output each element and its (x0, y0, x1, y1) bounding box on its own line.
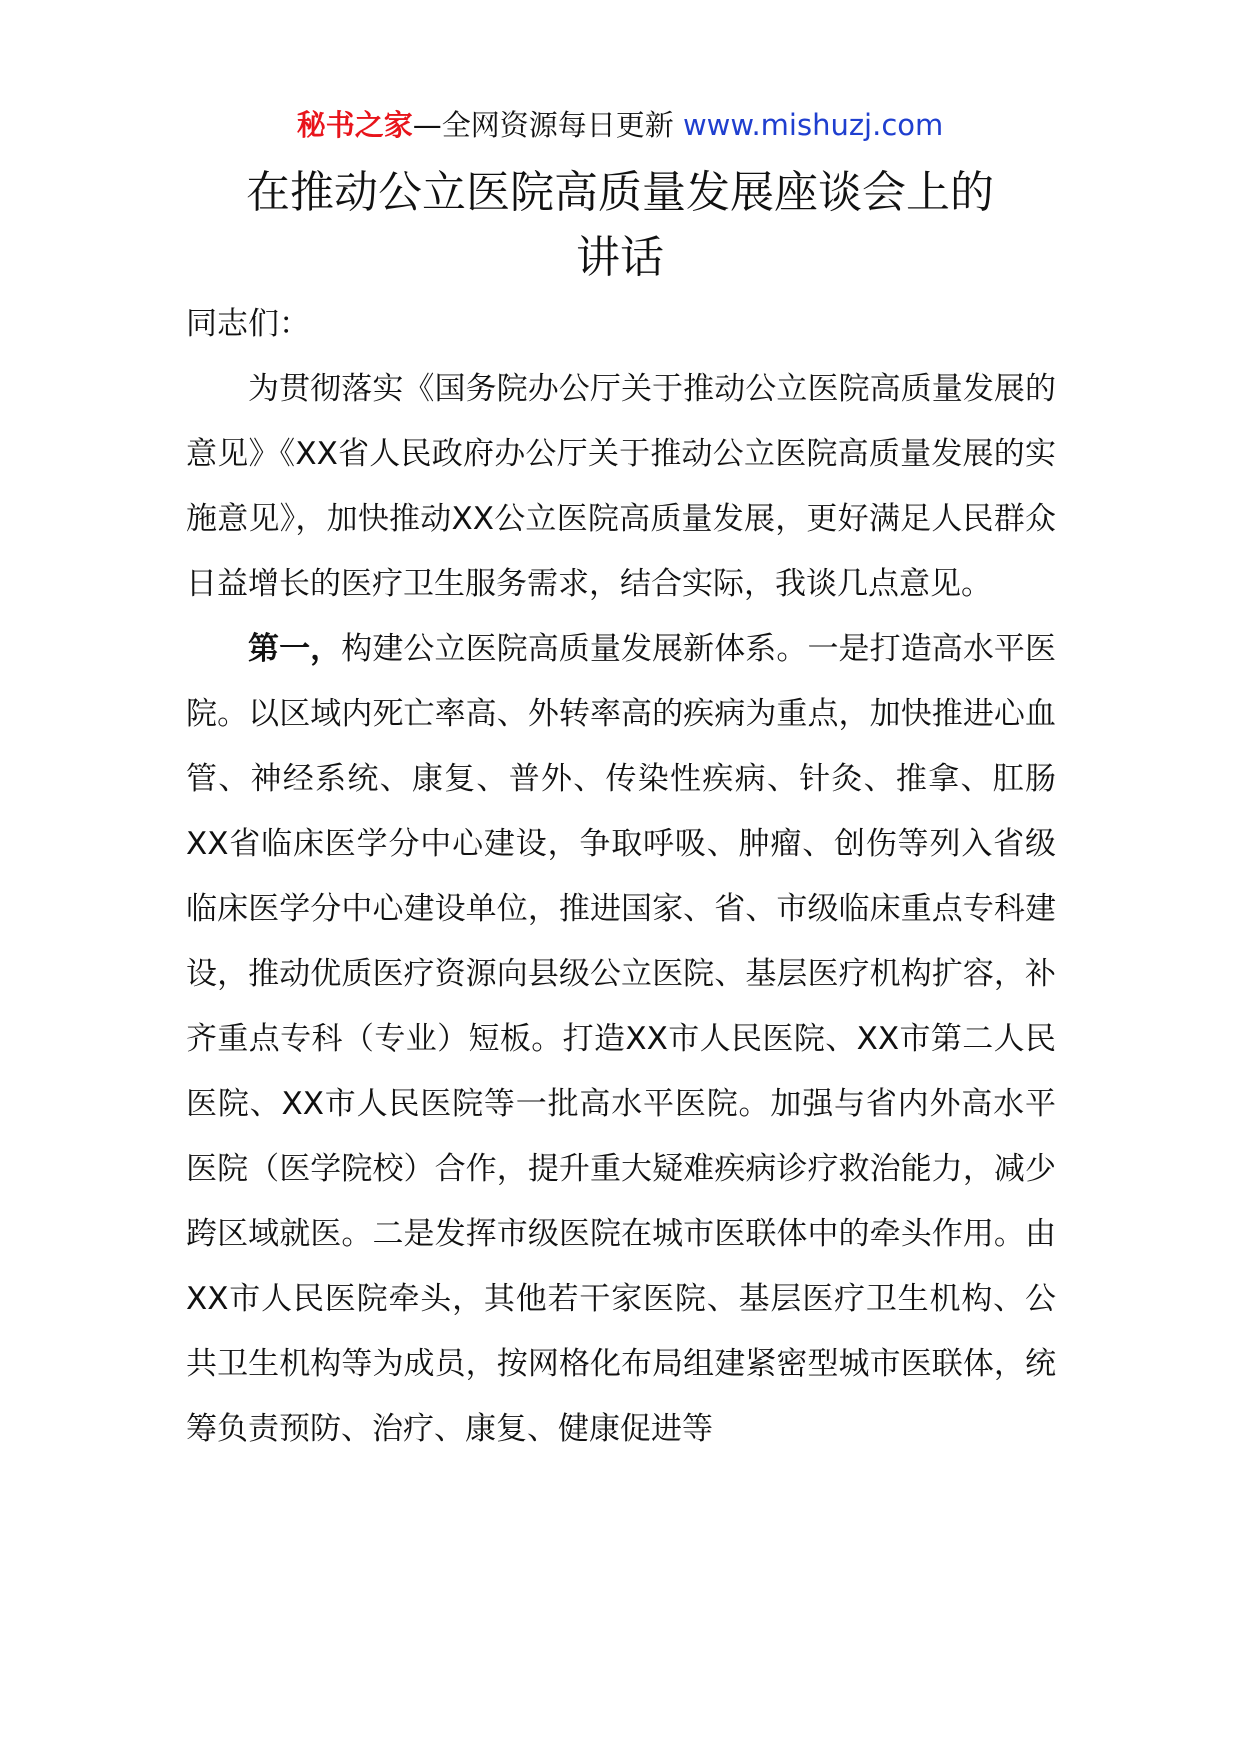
document-body (186, 292, 1056, 1462)
paragraph-first-point-text: 构建公立医院高质量发展新体系。一是打造高水平医院。以区域内死亡率高、外转率高的疾病为重点，加快推进心血管、神经系统、康复、普外、传染性疾病、针灸、推拿、肛肠XX省临床医学分中心建设，争取呼吸、肿瘤、创伤等列入省级临床医学分中心建设单位，推进国家、省、市级临床重点专科建设，推动优质医疗资源向县级公立医院、基层医疗机构扩容，补齐重点专科（专业）短板。打造XX市人民医院、XX市第二人民医院、XX市人民医院等一批高水平医院。加强与省内外高水平医院（医学院校）合作，提升重大疑难疾病诊疗救治能力，减少跨区域就医。二是发挥市级医院在城市医联体中的牵头作用。由XX市人民医院牵头，其他若干家医院、基层医疗卫生机构、公共卫生机构等为成员，按网格化布局组建紧密型城市医联体，统筹负责预防、治疗、康复、健康促进等 (186, 631, 1057, 1447)
title-line-2: 讲话 (576, 232, 664, 283)
brand-name: 秘书之家 (296, 108, 413, 142)
paragraph-intro: 为贯彻落实《国务院办公厅关于推动公立医院高质量发展的意见》《XX省人民政府办公厅关于推动公立医院高质量发展的实施意见》，加快推动XX公立医院高质量发展，更好满足人民群众日益增长的医疗卫生服务需求，结合实际，我谈几点意见。 (186, 371, 1056, 602)
website-url[interactable]: www.mishuzj.com (682, 108, 944, 142)
document-title (0, 160, 1240, 290)
header-slogan: —全网资源每日更新 (412, 108, 683, 142)
title-line-1: 在推动公立医院高质量发展座谈会上的 (246, 167, 994, 218)
paragraph-lead: 第一， (248, 631, 342, 667)
paragraph-first-point (186, 617, 1056, 1462)
greeting: 同志们： (186, 306, 310, 342)
site-header (0, 100, 1240, 150)
